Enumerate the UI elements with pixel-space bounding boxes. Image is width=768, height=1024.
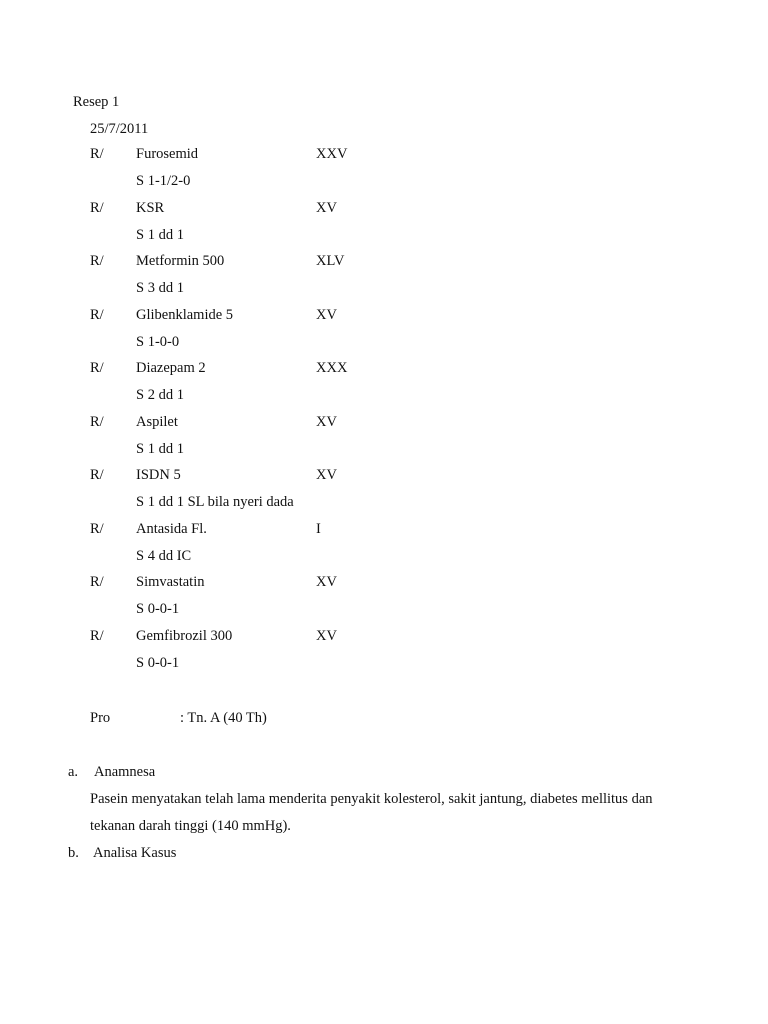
prescription-item [0, 627, 768, 681]
drug-signa: S 2 dd 1 [136, 387, 184, 403]
drug-signa: S 4 dd IC [136, 547, 192, 564]
prescription-item [0, 145, 768, 199]
section-a-text-line1: Pasein menyatakan telah lama menderita penyakit kolesterol, sakit jantung, diabetes mellitus dan [90, 791, 653, 807]
drug-name: Antasida Fl. [136, 520, 207, 537]
drug-quantity: XV [316, 306, 337, 323]
recipe-date: 25/7/2011 [90, 121, 149, 137]
prescription-item [0, 252, 768, 306]
rx-mark: R/ [90, 253, 104, 269]
section-b-title: Analisa Kasus [93, 845, 177, 861]
rx-mark: R/ [90, 627, 104, 644]
drug-name: Metformin 500 [136, 253, 225, 269]
rx-mark: R/ [90, 146, 104, 162]
drug-signa: S 0-0-1 [136, 654, 180, 671]
section-a-marker: a. [68, 764, 79, 780]
drug-quantity: XV [316, 574, 337, 590]
drug-signa: S 3 dd 1 [136, 280, 184, 296]
drug-quantity: XXV [316, 146, 348, 162]
prescription-item [0, 573, 768, 627]
rx-mark: R/ [90, 306, 104, 323]
drug-signa: S 1-0-0 [136, 333, 180, 350]
drug-name: Gemfibrozil 300 [136, 627, 233, 644]
section-a-title: Anamnesa [94, 764, 156, 780]
section-b-marker: b. [68, 845, 79, 861]
rx-mark: R/ [90, 199, 104, 216]
drug-signa: S 1-1/2-0 [136, 173, 191, 189]
prescription-item [0, 520, 768, 574]
prescription-item [0, 306, 768, 360]
drug-name: Diazepam 2 [136, 360, 206, 376]
drug-name: Aspilet [136, 413, 178, 430]
section-a-text-line2: tekanan darah tinggi (140 mmHg). [90, 818, 291, 834]
patient-label: Pro [90, 710, 111, 726]
recipe-title: Resep 1 [73, 94, 120, 110]
drug-signa: S 1 dd 1 [136, 440, 184, 457]
drug-name: ISDN 5 [136, 467, 181, 483]
patient-value: : Tn. A (40 Th) [180, 710, 267, 726]
drug-signa: S 0-0-1 [136, 601, 180, 617]
drug-quantity: I [316, 520, 321, 537]
rx-mark: R/ [90, 467, 104, 483]
drug-quantity: XV [316, 413, 337, 430]
rx-mark: R/ [90, 574, 104, 590]
drug-name: Glibenklamide 5 [136, 306, 234, 323]
prescription-list [0, 145, 768, 680]
drug-quantity: XLV [316, 253, 345, 269]
drug-quantity: XV [316, 467, 337, 483]
prescription-item [0, 413, 768, 467]
drug-signa: S 1 dd 1 SL bila nyeri dada [136, 494, 294, 510]
drug-quantity: XXX [316, 360, 348, 376]
drug-quantity: XV [316, 199, 337, 216]
drug-quantity: XV [316, 627, 337, 644]
drug-name: KSR [136, 199, 165, 216]
prescription-item [0, 466, 768, 520]
rx-mark: R/ [90, 360, 104, 376]
drug-signa: S 1 dd 1 [136, 226, 184, 243]
drug-name: Furosemid [136, 146, 199, 162]
prescription-item [0, 199, 768, 253]
prescription-item [0, 359, 768, 413]
rx-mark: R/ [90, 520, 104, 537]
rx-mark: R/ [90, 413, 104, 430]
drug-name: Simvastatin [136, 574, 205, 590]
